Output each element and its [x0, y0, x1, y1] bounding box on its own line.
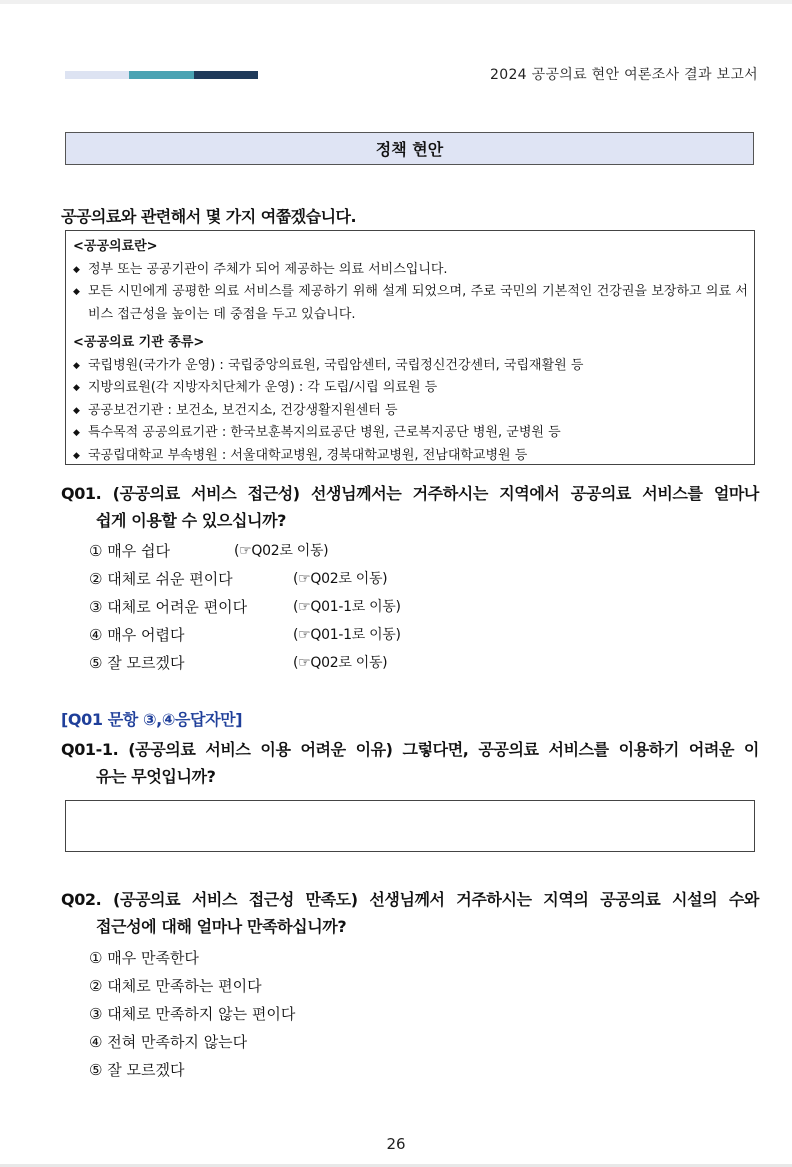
option-skip-note: (☞Q02로 이동) — [293, 571, 388, 587]
bullet-icon: ◆ — [73, 360, 80, 371]
header-accent-bar-navy — [194, 71, 258, 79]
q02-option-4[interactable] — [89, 1028, 295, 1056]
question-q01-1-line1: Q01-1. (공공의료 서비스 이용 어려운 이유) 그렇다면, 공공의료 서비스를 이용하기 어려운 이 — [61, 740, 759, 759]
section-title-box — [65, 132, 754, 165]
bullet-icon: ◆ — [73, 405, 80, 416]
option-label: ② 대체로 쉬운 편이다 — [89, 570, 233, 588]
option-label: ⑤ 잘 모르겠다 — [89, 654, 185, 672]
option-label: ④ 전혀 만족하지 않는다 — [89, 1033, 248, 1051]
list-item — [73, 400, 748, 423]
option-label: ④ 매우 어렵다 — [89, 626, 185, 644]
question-q01-1-line2: 유는 무엇입니까? — [96, 767, 216, 786]
definition-heading: <공공의료란> — [73, 239, 158, 254]
header-accent-bar-light — [65, 71, 129, 79]
types-item-text: 공공보건기관 : 보건소, 보건지소, 건강생활지원센터 등 — [88, 402, 398, 418]
bullet-icon: ◆ — [73, 450, 80, 461]
q02-option-1[interactable] — [89, 944, 295, 972]
types-heading: <공공의료 기관 종류> — [73, 335, 205, 350]
option-skip-note: (☞Q01-1로 이동) — [293, 599, 401, 615]
top-edge-line — [0, 0, 792, 4]
question-q01-line2: 쉽게 이용할 수 있으십니까? — [96, 511, 287, 530]
list-item — [73, 377, 748, 400]
q01-option-1[interactable] — [89, 537, 401, 565]
bullet-icon: ◆ — [73, 287, 80, 297]
q01-1-answer-field[interactable] — [65, 800, 755, 852]
definition-item-text: 모든 시민에게 공평한 의료 서비스를 제공하기 위해 설계 되었으며, 주로 국민의 기본적인 건강권을 보장하고 의료 서비스 접근성을 높이는 데 중점을 두고 있습니다. — [88, 284, 748, 322]
info-box — [65, 230, 755, 465]
q01-option-3[interactable] — [89, 593, 401, 621]
question-q02-line1: Q02. (공공의료 서비스 접근성 만족도) 선생님께서 거주하시는 지역의 공공의료 시설의 수와 — [61, 890, 759, 909]
report-title: 2024 공공의료 현안 여론조사 결과 보고서 — [490, 67, 758, 83]
option-label: ② 대체로 만족하는 편이다 — [89, 977, 262, 995]
q01-options — [89, 537, 401, 677]
types-item-text: 특수목적 공공의료기관 : 한국보훈복지의료공단 병원, 근로복지공단 병원, 군병원 등 — [88, 425, 561, 440]
page-number: 26 — [386, 1135, 406, 1153]
bullet-icon: ◆ — [73, 383, 80, 393]
option-skip-note: (☞Q02로 이동) — [234, 543, 329, 559]
list-item — [73, 422, 748, 445]
header-accent-bar-teal — [129, 71, 194, 79]
types-item-text: 국공립대학교 부속병원 : 서울대학교병원, 경북대학교병원, 전남대학교병원 등 — [88, 447, 528, 463]
bullet-icon: ◆ — [73, 428, 80, 438]
option-label: ① 매우 쉽다 — [89, 542, 170, 560]
option-label: ① 매우 만족한다 — [89, 949, 199, 967]
question-q01-1 — [61, 736, 759, 790]
q01-option-4[interactable] — [89, 621, 401, 649]
bullet-icon: ◆ — [73, 264, 80, 275]
question-q01-line1: Q01. (공공의료 서비스 접근성) 선생님께서는 거주하시는 지역에서 공공의료 서비스를 얼마나 — [61, 484, 759, 503]
option-skip-note: (☞Q01-1로 이동) — [293, 627, 401, 643]
types-item-text: 국립병원(국가가 운영) : 국립중앙의료원, 국립암센터, 국립정신건강센터, 국립재활원 등 — [88, 357, 584, 373]
q02-options — [89, 944, 295, 1084]
q01-option-2[interactable] — [89, 565, 401, 593]
section-title: 정책 현안 — [375, 140, 444, 159]
option-label: ③ 대체로 어려운 편이다 — [89, 598, 248, 616]
q02-option-5[interactable] — [89, 1056, 295, 1084]
list-item — [73, 445, 748, 468]
question-q02-line2: 접근성에 대해 얼마나 만족하십니까? — [96, 917, 347, 936]
definition-item-text: 정부 또는 공공기관이 주체가 되어 제공하는 의료 서비스입니다. — [88, 261, 448, 277]
option-label: ③ 대체로 만족하지 않는 편이다 — [89, 1005, 296, 1023]
list-item — [73, 355, 748, 378]
question-q01 — [61, 480, 759, 534]
option-label: ⑤ 잘 모르겠다 — [89, 1061, 185, 1079]
q01-option-5[interactable] — [89, 649, 401, 677]
list-item — [73, 259, 748, 282]
q02-option-3[interactable] — [89, 1000, 295, 1028]
q01-1-condition: [Q01 문항 ③,④응답자만] — [61, 710, 243, 729]
q02-option-2[interactable] — [89, 972, 295, 1000]
question-q02 — [61, 886, 759, 940]
option-skip-note: (☞Q02로 이동) — [293, 655, 388, 671]
list-item — [73, 281, 748, 326]
intro-text: 공공의료와 관련해서 몇 가지 여쭙겠습니다. — [61, 207, 357, 226]
types-item-text: 지방의료원(각 지방자치단체가 운영) : 각 도립/시립 의료원 등 — [88, 380, 438, 395]
